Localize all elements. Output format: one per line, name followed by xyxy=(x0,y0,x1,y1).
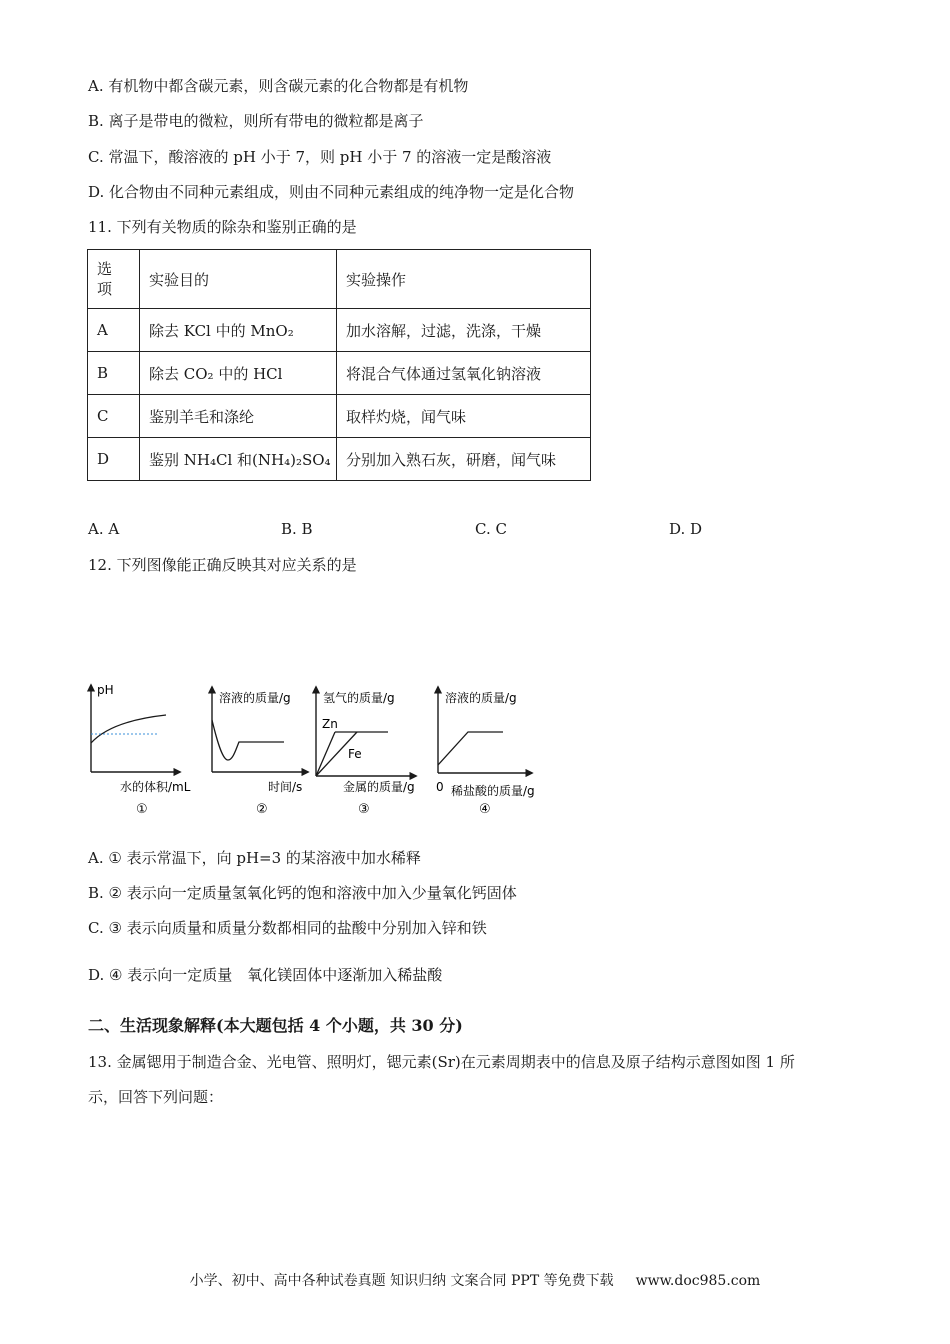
row-purpose: 鉴别 NH₄Cl 和(NH₄)₂SO₄ xyxy=(140,438,337,481)
graph-3-ylabel: 氢气的质量/g xyxy=(323,691,395,705)
graph-3-zn-line xyxy=(316,732,335,776)
q12-option-d: D. ④ 表示向一定质量 氧化镁固体中逐渐加入稀盐酸 xyxy=(88,966,443,984)
graph-3-zn-label: Zn xyxy=(322,717,338,731)
footer-url[interactable]: www.doc985.com xyxy=(635,1273,761,1289)
graph-2-xlabel: 时间/s xyxy=(268,780,303,794)
table-row xyxy=(88,438,591,481)
row-operation: 加水溶解，过滤，洗涤，干燥 xyxy=(337,309,591,352)
row-purpose: 鉴别羊毛和涤纶 xyxy=(140,395,337,438)
graph-1 xyxy=(91,683,191,817)
graph-4-origin: 0 xyxy=(436,780,444,794)
row-operation: 取样灼烧，闻气味 xyxy=(337,395,591,438)
q11-table xyxy=(87,249,591,481)
graph-2-curve xyxy=(212,720,284,760)
graph-4-curve xyxy=(438,732,503,765)
q12-option-c: C. ③ 表示向质量和质量分数都相同的盐酸中分别加入锌和铁 xyxy=(88,919,487,937)
footer-text: 小学、初中、高中各种试卷真题 知识归纳 文案合同 PPT 等免费下载 xyxy=(189,1273,614,1289)
graph-3 xyxy=(316,687,416,817)
graph-4 xyxy=(436,687,535,817)
row-option: D xyxy=(88,438,140,481)
section-2-heading: 二、生活现象解释(本大题包括 4 个小题，共 30 分) xyxy=(88,1016,463,1035)
row-purpose: 除去 KCl 中的 MnO₂ xyxy=(140,309,337,352)
row-option: A xyxy=(88,309,140,352)
q13-line-1: 13. 金属锶用于制造合金、光电管、照明灯，锶元素(Sr)在元素周期表中的信息及原子结构示意图如图 1 所 xyxy=(88,1053,795,1071)
q10-option-c: C. 常温下，酸溶液的 pH 小于 7，则 pH 小于 7 的溶液一定是酸溶液 xyxy=(88,148,552,166)
header-option: 选项 xyxy=(88,250,140,309)
q12-graphs xyxy=(85,675,555,825)
header-operation: 实验操作 xyxy=(337,250,591,309)
q11-choice-a: A. A xyxy=(88,520,120,538)
graph-2-number: ② xyxy=(256,802,268,817)
graph-2-ylabel: 溶液的质量/g xyxy=(219,691,291,705)
table-row xyxy=(88,309,591,352)
q12-stem: 12. 下列图像能正确反映其对应关系的是 xyxy=(88,556,357,574)
q12-option-a: A. ① 表示常温下，向 pH=3 的某溶液中加水稀释 xyxy=(88,849,421,867)
graph-3-number: ③ xyxy=(358,802,370,817)
q12-option-b: B. ② 表示向一定质量氢氧化钙的饱和溶液中加入少量氧化钙固体 xyxy=(88,884,517,902)
page-footer xyxy=(0,1270,950,1290)
graph-4-number: ④ xyxy=(479,802,491,817)
header-purpose: 实验目的 xyxy=(140,250,337,309)
row-operation: 将混合气体通过氢氧化钠溶液 xyxy=(337,352,591,395)
row-option: B xyxy=(88,352,140,395)
graph-1-number: ① xyxy=(136,802,148,817)
table-row xyxy=(88,395,591,438)
q10-option-a: A. 有机物中都含碳元素，则含碳元素的化合物都是有机物 xyxy=(88,77,469,95)
graph-1-curve xyxy=(91,715,166,743)
table-header-row xyxy=(88,250,591,309)
graph-3-fe-label: Fe xyxy=(348,747,362,761)
graph-2 xyxy=(212,687,308,817)
table-row xyxy=(88,352,591,395)
row-purpose: 除去 CO₂ 中的 HCl xyxy=(140,352,337,395)
q11-choice-d: D. D xyxy=(669,520,703,538)
graph-1-ylabel: pH xyxy=(97,683,114,697)
q10-option-b: B. 离子是带电的微粒，则所有带电的微粒都是离子 xyxy=(88,112,424,130)
q10-option-d: D. 化合物由不同种元素组成，则由不同种元素组成的纯净物一定是化合物 xyxy=(88,183,575,201)
graph-3-xlabel: 金属的质量/g xyxy=(343,780,415,794)
row-operation: 分别加入熟石灰，研磨，闻气味 xyxy=(337,438,591,481)
q11-stem: 11. 下列有关物质的除杂和鉴别正确的是 xyxy=(88,218,357,236)
q11-choice-c: C. C xyxy=(475,520,507,538)
graph-4-xlabel: 稀盐酸的质量/g xyxy=(451,784,535,798)
graph-1-xlabel: 水的体积/mL xyxy=(120,780,191,794)
q11-choice-b: B. B xyxy=(281,520,313,538)
row-option: C xyxy=(88,395,140,438)
graph-4-ylabel: 溶液的质量/g xyxy=(445,691,517,705)
q13-line-2: 示，回答下列问题： xyxy=(88,1088,224,1106)
